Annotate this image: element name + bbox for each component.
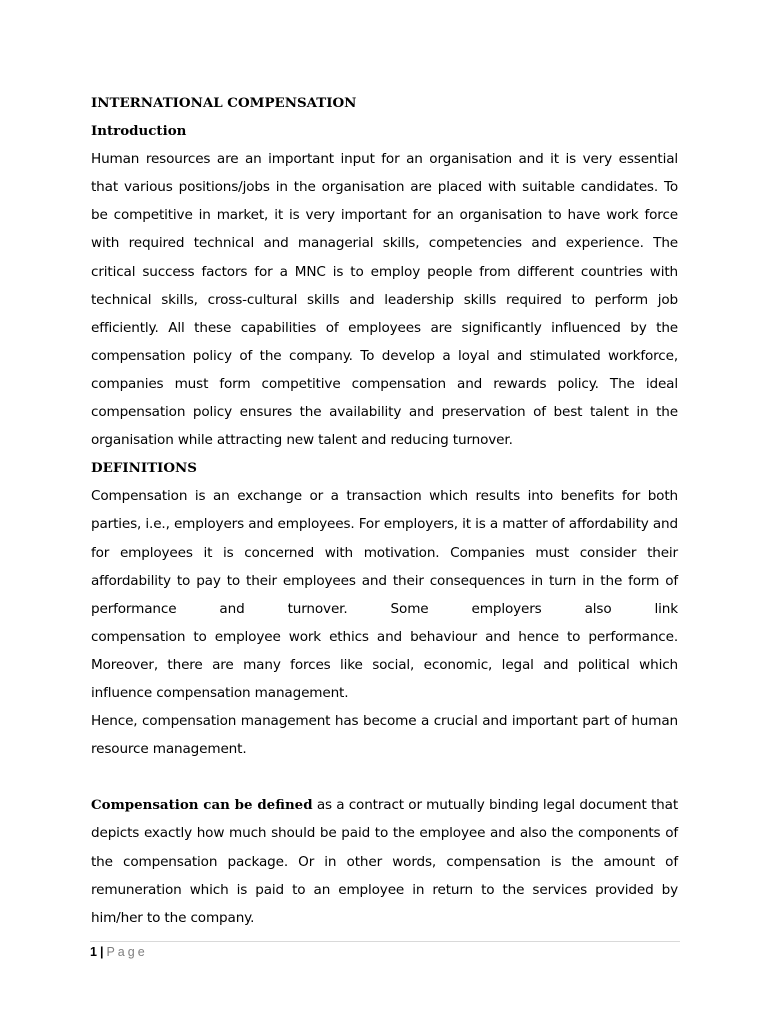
definition-paragraph — [91, 791, 678, 931]
definitions-paragraph-3: Hence, compensation management has become a crucial and important part of human resource management. — [91, 713, 678, 758]
page-footer — [90, 941, 680, 960]
definition-lead: Compensation can be defined — [91, 797, 313, 814]
definitions-paragraph-1: Compensation is an exchange or a transaction which results into benefits for both parties, i.e., employers and employees. For employers, it is a matter of affordability and for employees it is concerned with motivation. Companies must consider their affordability to pay to their employees and their consequences in turn in the form of performance and turnover. Some employers also link — [91, 488, 678, 617]
document-page — [91, 89, 678, 932]
definitions-paragraph-2: compensation to employee work ethics and behaviour and hence to performance. Moreover, there are many forces like social, economic, legal and political which influence compensation management. — [91, 628, 678, 701]
page-label: Page — [106, 945, 148, 959]
blank-line — [91, 763, 678, 791]
footer-separator: | — [99, 945, 104, 959]
introduction-heading: Introduction — [91, 123, 187, 140]
page-number: 1 — [90, 945, 97, 959]
introduction-paragraph: Human resources are an important input for an organisation and it is very essential that various positions/jobs in the organisation are placed with suitable candidates. To be competitive in market, it is very important for an organisation to have work force with required technical and managerial skills, competencies and experience. The critical success factors for a MNC is to employ people from different countries with technical skills, cross-cultural skills and leadership skills required to perform job efficiently. All these capabilities of employees are significantly influenced by the compensation policy of the company. To develop a loyal and stimulated workforce, companies must form competitive compensation and rewards policy. The ideal compensation policy ensures the availability and preservation of best talent in the organisation while attracting new talent and reducing turnover. — [91, 151, 678, 449]
document-title: INTERNATIONAL COMPENSATION — [91, 95, 357, 111]
definition-text: as a contract or mutually binding legal document that depicts exactly how much should be paid to the employee and also the components of the compensation package. Or in other words, compensation is the amount of remuneration which is paid to an employee in return to the services provided by him/her to the company. — [91, 797, 678, 926]
definitions-heading: DEFINITIONS — [91, 460, 197, 477]
